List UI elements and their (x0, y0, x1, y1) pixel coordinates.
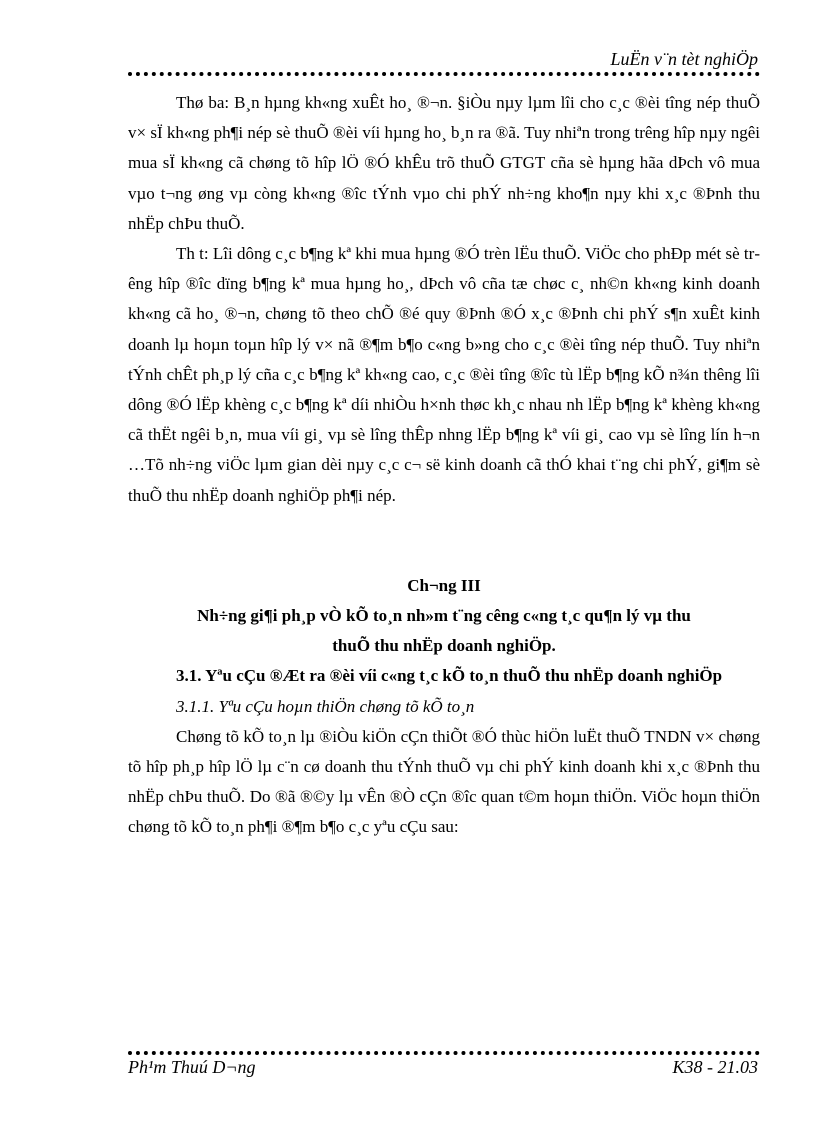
spacer (128, 511, 760, 571)
chapter-heading: Ch¬ng III (407, 575, 481, 595)
footer-author: Ph¹m Thuú D¬ng (128, 1057, 256, 1077)
section-heading: 3.1. Yªu cÇu ®Æt ra ®èi víi c«ng t¸c kÕ to¸n thuÕ thu nhËp doanh nghiÖp (176, 666, 723, 686)
footer-class-code: K38 - 21.03 (672, 1057, 758, 1077)
paragraph-fourth-point: Th t: Lîi dông c¸c b¶ng kª khi mua hµng ®Ó trèn lËu thuÕ. ViÖc cho phÐp mét sè trêng hîp ®îc dïng b¶ng kª mua hµng ho¸, dÞch vô cña tæ chøc c¸ nh©n kh«ng kinh doanh kh«ng cã ho¸ ®¬n, chøng tõ theo chÕ ®é quy ®Þnh ®Ó x¸c ®Þnh chi phÝ s¶n xuÊt kinh doanh lµ hoµn toµn hîp lý v× nã ®¶m b¶o c«ng b»ng cho c¸c ®èi tîng nép thuÕ. Tuy nhiªn tÝnh chÊt ph¸p lý cña c¸c b¶ng kª kh«ng cao, c¸c ®èi tîng ®îc tù lËp b¶ng kÕ n¾n thêng lîi dông ®Ó lËp khèng c¸c b¶ng kª díi nhiÒu h×nh thøc kh¸c nhau nh lËp b¶ng kª khèng kh«ng cã thËt ngêi b¸n, mua víi gi¸ vµ sè lîng thÊp nhng lËp b¶ng kª víi gi¸ cao vµ sè lîng lín h¬n …Tõ nh÷ng viÖc lµm gian dèi nµy c¸c c¬ së kinh doanh cã thÓ khai t¨ng chi phÝ, gi¶m sè thuÕ thu nhËp doanh nghiÖp ph¶i nép. (128, 244, 760, 505)
header-dotted-divider (128, 72, 760, 76)
chapter-title-line-1: Nh÷ng gi¶i ph¸p vÒ kÕ to¸n nh»m t¨ng cêng c«ng t¸c qu¶n lý vµ thu (197, 606, 691, 626)
paragraph-accounting-documents: Chøng tõ kÕ to¸n lµ ®iÒu kiÖn cÇn thiÕt ®Ó thùc hiÖn luËt thuÕ TNDN v× chøng tõ hîp ph¸p hîp lÖ lµ c¨n cø doanh thu tÝnh thuÕ vµ chi phÝ kinh doanh khi x¸c ®Þnh thu nhËp chÞu thuÕ. Do ®ã ®©y lµ vÊn ®Ò cÇn ®îc quan t©m hoµn thiÖn. ViÖc hoµn thiÖn chøng tõ kÕ to¸n ph¶i ®¶m b¶o c¸c yªu cÇu sau: (128, 726, 760, 837)
paragraph-third-point: Thø ba: B¸n hµng kh«ng xuÊt ho¸ ®¬n. §iÒu nµy lµm lîi cho c¸c ®èi tîng nép thuÕ v× sÏ kh«ng ph¶i nép sè thuÕ ®èi víi hµng ho¸ b¸n ra ®ã. Tuy nhiªn trong trêng hîp nµy ngêi mua sÏ kh«ng cã chøng tõ hîp lÖ ®Ó khÊu trõ thuÕ GTGT cña sè hµng hãa dÞch vô mua vµo t¬ng øng vµ còng kh«ng ®îc tÝnh vµo chi phÝ nh÷ng kho¶n nµy khi x¸c ®Þnh thu nhËp chÞu thuÕ. (128, 93, 760, 233)
chapter-title-line-2: thuÕ thu nhËp doanh nghiÖp. (332, 636, 556, 656)
footer-dotted-divider (128, 1051, 760, 1055)
subsection-heading: 3.1.1. Yªu cÇu hoµn thiÖn chøng tõ kÕ to¸n (176, 696, 475, 716)
body-content (128, 88, 760, 843)
running-header: LuËn v¨n tèt nghiÖp (610, 49, 758, 69)
